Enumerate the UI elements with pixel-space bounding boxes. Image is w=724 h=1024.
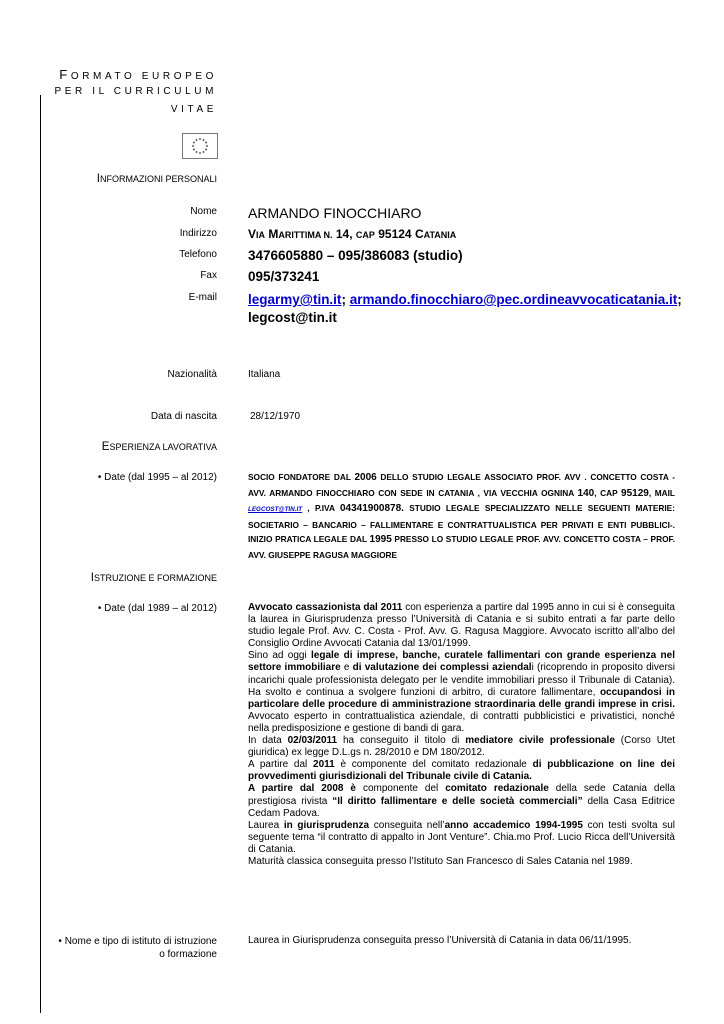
edu-text: Avvocato esperto in contrattualistica aziendale, di contratti pubblicistici e privatistici, nonché nella predisposizione e gestione di bandi di gara.	[248, 710, 675, 734]
section-text: NFORMAZIONI PERSONALI	[99, 174, 217, 184]
phone-label: Telefono	[179, 249, 217, 260]
header-line-3: VITAE	[170, 104, 217, 115]
education-description	[248, 602, 675, 868]
eu-stars-icon	[183, 134, 217, 158]
address-value	[248, 227, 456, 241]
edu-paragraph-4	[248, 759, 675, 783]
section-work-experience	[102, 441, 217, 453]
address-part: ATANIA	[423, 230, 457, 240]
left-margin-rule	[40, 95, 41, 1013]
edu-paragraph-6	[248, 820, 675, 856]
edu-bold: di pubblicazione on line dei provvedimenti giurisdizionali del Tribunale civile di Catania.	[248, 759, 676, 783]
edu-bold: 02/03/2011	[287, 735, 338, 747]
edu-text: (Corso Utet giuridica) ex legge D.L.gs n. 28/2010 e DM 180/2012.	[248, 735, 676, 759]
eu-flag-logo	[182, 133, 218, 159]
edu-bold: occupandosi in particolare delle procedure di amministrazione straordinaria delle grandi imprese in crisi.	[248, 686, 675, 710]
edu-paragraph-7: Maturità classica conseguita presso l’Istituto San Francesco di Sales Catania nel 1989.	[248, 855, 633, 867]
edu-bold: in giurisprudenza	[283, 819, 370, 831]
work-number: 140	[577, 487, 595, 499]
address-label: Indirizzo	[179, 228, 217, 239]
edu-text: Sino ad oggi	[248, 650, 311, 662]
bullet: •	[58, 936, 62, 947]
email-label: E-mail	[188, 292, 217, 303]
edu-text: In data	[248, 735, 288, 747]
phone-value: 3476605880 – 095/386083 (studio)	[248, 248, 463, 263]
work-text: , MAIL	[648, 487, 675, 498]
edu-text: della sede Catania della prestigiosa rivista	[248, 783, 676, 807]
nationality-value: Italiana	[248, 369, 281, 380]
header-text-1: ORMATO EUROPEO	[70, 71, 217, 82]
birth-label: Data di nascita	[150, 411, 217, 422]
email-value	[248, 291, 688, 327]
work-text: , P.IVA	[302, 503, 340, 514]
address-part: CAP	[355, 230, 375, 240]
work-number: 95129	[621, 487, 649, 499]
edu-text: è componente del comitato redazionale	[334, 759, 533, 771]
edu-text: i (ricoprendo in proposito diversi incarichi quale professionista delegato per le vendite immobiliari presso il Tribunale di Catania). Ha svolto e continua a svolgere funzioni di arbitro, di curatore fallimentare,	[248, 662, 675, 698]
header-line-2: PER IL CURRICULUM	[54, 86, 217, 97]
edu-text: conseguita nell’	[369, 819, 445, 831]
section-text: STRUZIONE E FORMAZIONE	[93, 573, 217, 583]
email-link-2[interactable]: armando.finocchiaro@pec.ordineavvocaticatania.it	[349, 292, 678, 307]
edu-text: Laurea	[248, 819, 284, 831]
edu-bold: mediatore civile professionale	[465, 735, 615, 747]
edu-text: A partire dal	[248, 759, 314, 771]
edu-bold: “Il diritto fallimentare e delle società commerciali”	[332, 795, 583, 807]
fax-value: 095/373241	[248, 269, 320, 284]
institution-label-line-2: o formazione	[159, 949, 217, 960]
edu-paragraph-5	[248, 783, 675, 819]
edu-text: ha conseguito il titolo di	[337, 735, 466, 747]
edu-bold: legale di imprese, banche, curatele fallimentari con grande esperienza nel settore immobiliare	[248, 650, 675, 674]
edu-bold: Avvocato cassazionista dal 2011	[248, 602, 403, 613]
work-text: DELLO STUDIO LEGALE ASSOCIATO PROF. AVV . CONCETTO COSTA - AVV. ARMANDO FINOCCHIARO CON SEDE IN CATANIA , VIA VECCHIA OGNINA	[248, 472, 675, 498]
work-email-link[interactable]: LEGCOST@TIN.IT	[248, 506, 303, 514]
work-description	[248, 470, 675, 563]
date-text: Date (dal 1995 – al 2012)	[104, 472, 217, 483]
name-label: Nome	[190, 206, 217, 217]
work-number: 1995	[369, 534, 392, 546]
education-date-label	[98, 603, 217, 614]
section-education	[91, 572, 217, 584]
edu-text: con testi svolta sul seguente tema “il contratto di appalto in Jont Venture”. Chia.mo Prof. Lucio Ricca dell’Università di Catania.	[248, 819, 676, 855]
institution-value: Laurea in Giurisprudenza conseguita presso l’Università di Catania in data 06/11/1995.	[248, 935, 632, 946]
address-part: IA	[256, 230, 266, 240]
email-separator: ;	[341, 292, 346, 307]
bullet: •	[97, 472, 102, 483]
edu-text: della Casa Editrice Cedam Padova.	[248, 795, 675, 819]
edu-text: con esperienza a partire dal 1995 anno in cui si è conseguita la laurea in Giurisprudenza presso l’Università di Catania e si subito entrati a far parte dello studio legale Prof. Avv. C. Costa - Prof. Avv. G. Ragusa Maggiore. Avvocato iscritto all’albo del Consiglio Ordine Avvocati Catania dal 13/01/1999.	[248, 602, 675, 650]
edu-bold: comitato redazionale	[445, 783, 549, 795]
address-part: 95124 C	[374, 227, 424, 241]
work-text: PRESSO LO STUDIO LEGALE PROF. AVV. CONCETTO COSTA – PROF. AVV. GIUSEPPE RAGUSA MAGGIORE	[248, 534, 675, 560]
nationality-label: Nazionalità	[167, 369, 217, 380]
email-link-1[interactable]: legarmy@tin.it	[248, 292, 342, 307]
edu-text: e	[340, 662, 353, 674]
edu-bold: di valutazione dei complessi aziendal	[352, 662, 532, 674]
email-separator: ;	[677, 292, 682, 307]
address-part: V	[248, 227, 257, 241]
edu-text: componente del	[356, 783, 446, 795]
section-text: SPERIENZA LAVORATIVA	[109, 442, 217, 452]
edu-paragraph-2	[248, 650, 675, 735]
address-part: ARITTIMA N.	[278, 230, 333, 240]
section-initial: I	[90, 572, 94, 584]
birth-value: 28/12/1970	[250, 411, 301, 422]
work-text: STUDIO LEGALE SPECIALIZZATO NELLE SEGUENTI MATERIE: SOCIETARIO – BANCARIO – FALLIMENTARE E CONTRATTUALISTICA PER PRIVATI E ENTI PUBBLICI-. INIZIO PRATICA LEGALE DAL	[248, 503, 675, 545]
edu-bold: 2011	[313, 759, 335, 771]
email-3: legcost@tin.it	[248, 310, 337, 325]
institution-label-line-1: Nome e tipo di istituto di istruzione	[64, 936, 217, 947]
edu-bold: A partire dal 2008 è	[248, 783, 356, 795]
address-part: 14,	[332, 227, 356, 241]
edu-bold: anno accademico 1994-1995	[444, 819, 583, 831]
edu-paragraph-3	[248, 735, 675, 759]
header-initial-f: F	[59, 67, 71, 82]
work-date-label	[98, 472, 217, 483]
work-number: 04341900878.	[339, 503, 404, 515]
section-personal-info	[97, 173, 217, 185]
name-value: ARMANDO FINOCCHIARO	[248, 205, 422, 221]
fax-label: Fax	[200, 270, 217, 281]
date-text: Date (dal 1989 – al 2012)	[104, 603, 217, 614]
institution-label	[58, 935, 217, 961]
bullet: •	[97, 603, 102, 614]
edu-paragraph-1	[248, 602, 675, 650]
address-part: M	[268, 227, 279, 241]
work-number: 2006	[354, 472, 377, 483]
work-text: , CAP	[594, 487, 622, 498]
section-initial: E	[101, 441, 110, 453]
header-line-1	[0, 67, 217, 82]
work-text: SOCIO FONDATORE DAL	[248, 472, 355, 482]
section-initial: I	[96, 173, 100, 185]
